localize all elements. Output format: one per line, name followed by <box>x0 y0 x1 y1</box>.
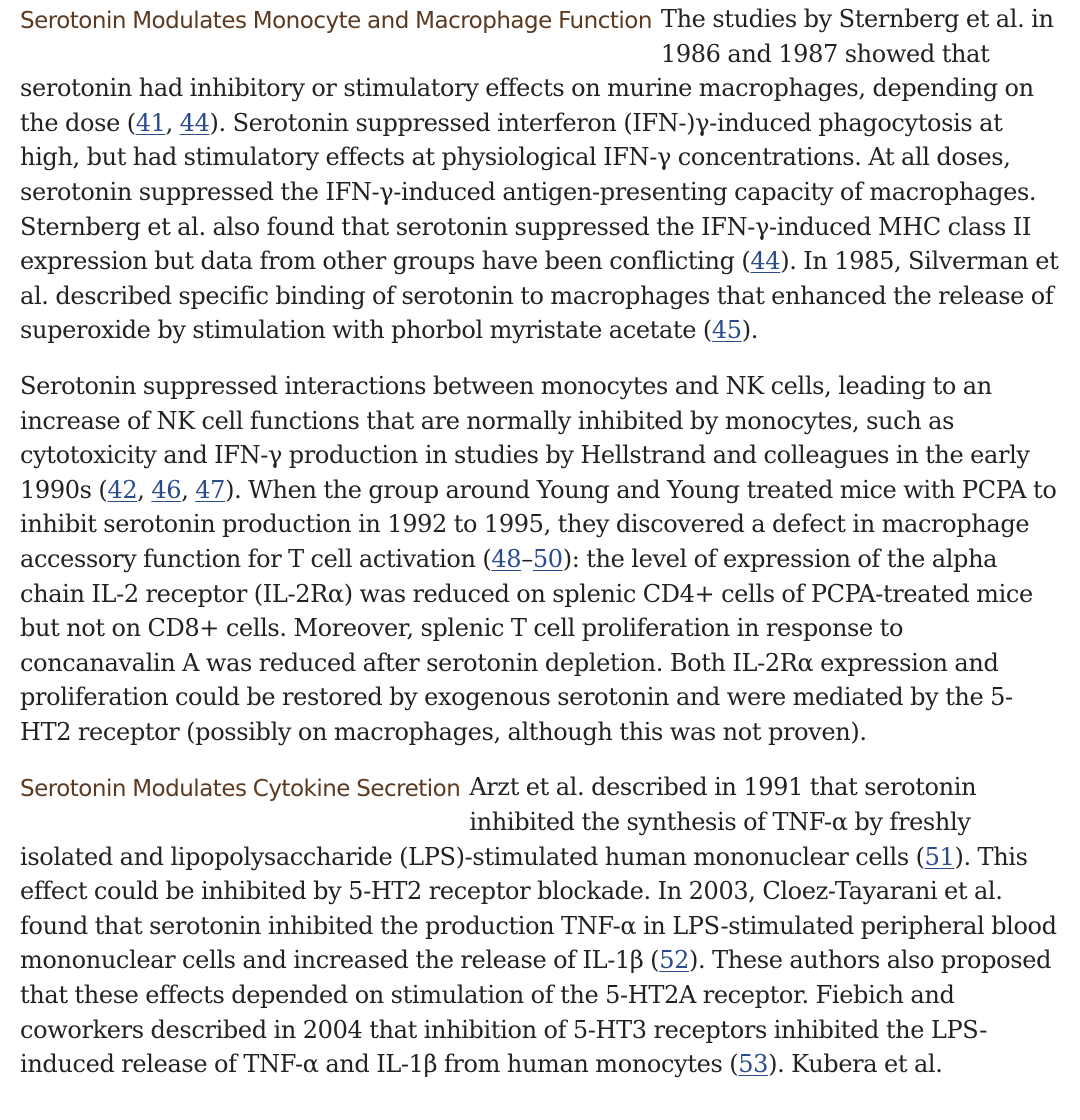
paragraph-text: ). Serotonin suppressed interferon (IFN-)γ-induced phagocytosis at high, but had stimulatory effects at physiological IFN-γ concentrations. At all doses, serotonin suppressed the IFN-γ-induced antigen-presenting capacity of macrophages. Sternberg et al. also found that serotonin suppressed the IFN-γ-induced MHC class II expression but data from other groups have been conflicting ( <box>20 108 1037 276</box>
citation-link[interactable]: 47 <box>195 475 226 504</box>
paragraph-cytokine-secretion <box>20 770 1060 1081</box>
citation-link[interactable]: 48 <box>491 544 522 573</box>
citation-link[interactable]: 51 <box>924 842 955 871</box>
citation-link[interactable]: 42 <box>107 475 138 504</box>
paragraph-text: ): the level of expression of the alpha chain IL-2 receptor (IL-2Rα) was reduced on splenic CD4+ cells of PCPA-treated mice but not on CD8+ cells. Moreover, splenic T cell proliferation in response to concanavalin A was reduced after serotonin depletion. Both IL-2Rα expression and proliferation could be restored by exogenous serotonin and were mediated by the 5-HT2 receptor (possibly on macrophages, although this was not proven). <box>20 544 1033 746</box>
paragraph-nk-cells <box>20 369 1060 750</box>
citation-link[interactable]: 45 <box>711 316 742 345</box>
paragraph-text: ). When the group around Young and Young treated mice with PCPA to inhibit serotonin production in 1992 to 1995, they discovered a defect in macrophage accessory function for T cell activation ( <box>20 475 1057 573</box>
citation-link[interactable]: 44 <box>179 108 210 137</box>
paragraph-text: ). These authors also proposed that these effects depended on stimulation of the 5-HT2A receptor. Fiebich and coworkers described in 2004 that inhibition of 5-HT3 receptors inhibited the LPS-induced release of TNF-α and IL-1β from human monocytes ( <box>20 946 1052 1079</box>
paragraph-text: The studies by Sternberg et al. in 1986 and 1987 showed that serotonin had inhibitory or stimulatory effects on murine macrophages, depending on the dose ( <box>20 5 1054 137</box>
section-heading-monocyte-macrophage: Serotonin Modulates Monocyte and Macrophage Function <box>20 8 652 34</box>
paragraph-text: Arzt et al. described in 1991 that serotonin inhibited the synthesis of TNF-α by freshly isolated and lipopolysaccharide (LPS)-stimulated human mononuclear cells ( <box>20 773 977 871</box>
citation-link[interactable]: 53 <box>738 1050 769 1079</box>
citation-link[interactable]: 44 <box>750 247 781 276</box>
paragraph-text: ). Kubera et al. <box>768 1050 943 1079</box>
paragraph-text: ). This effect could be inhibited by 5-HT2 receptor blockade. In 2003, Cloez-Tayarani et al. found that serotonin inhibited the production TNF-α in LPS-stimulated peripheral blood mononuclear cells and increased the release of IL-1β ( <box>20 842 1057 975</box>
paragraph-text: Serotonin suppressed interactions between monocytes and NK cells, leading to an increase of NK cell functions that are normally inhibited by monocytes, such as cytotoxicity and IFN-γ production in studies by Hellstrand and colleagues in the early 1990s ( <box>20 371 1030 504</box>
paragraph-text: , <box>165 108 180 137</box>
paragraph-text: ). In 1985, Silverman et al. described specific binding of serotonin to macrophages that enhanced the release of superoxide by stimulation with phorbol myristate acetate ( <box>20 247 1059 345</box>
paragraph-text: , <box>181 475 196 504</box>
paragraph-monocyte-macrophage <box>20 2 1060 348</box>
paragraph-text: – <box>521 544 533 573</box>
paragraph-text: , <box>137 475 152 504</box>
citation-link[interactable]: 46 <box>151 475 182 504</box>
citation-link[interactable]: 41 <box>135 108 166 137</box>
citation-link[interactable]: 50 <box>532 544 563 573</box>
citation-link[interactable]: 52 <box>659 946 690 975</box>
paragraph-text: ). <box>741 316 759 345</box>
article-body <box>20 2 1060 1103</box>
section-heading-cytokine-secretion: Serotonin Modulates Cytokine Secretion <box>20 776 461 803</box>
